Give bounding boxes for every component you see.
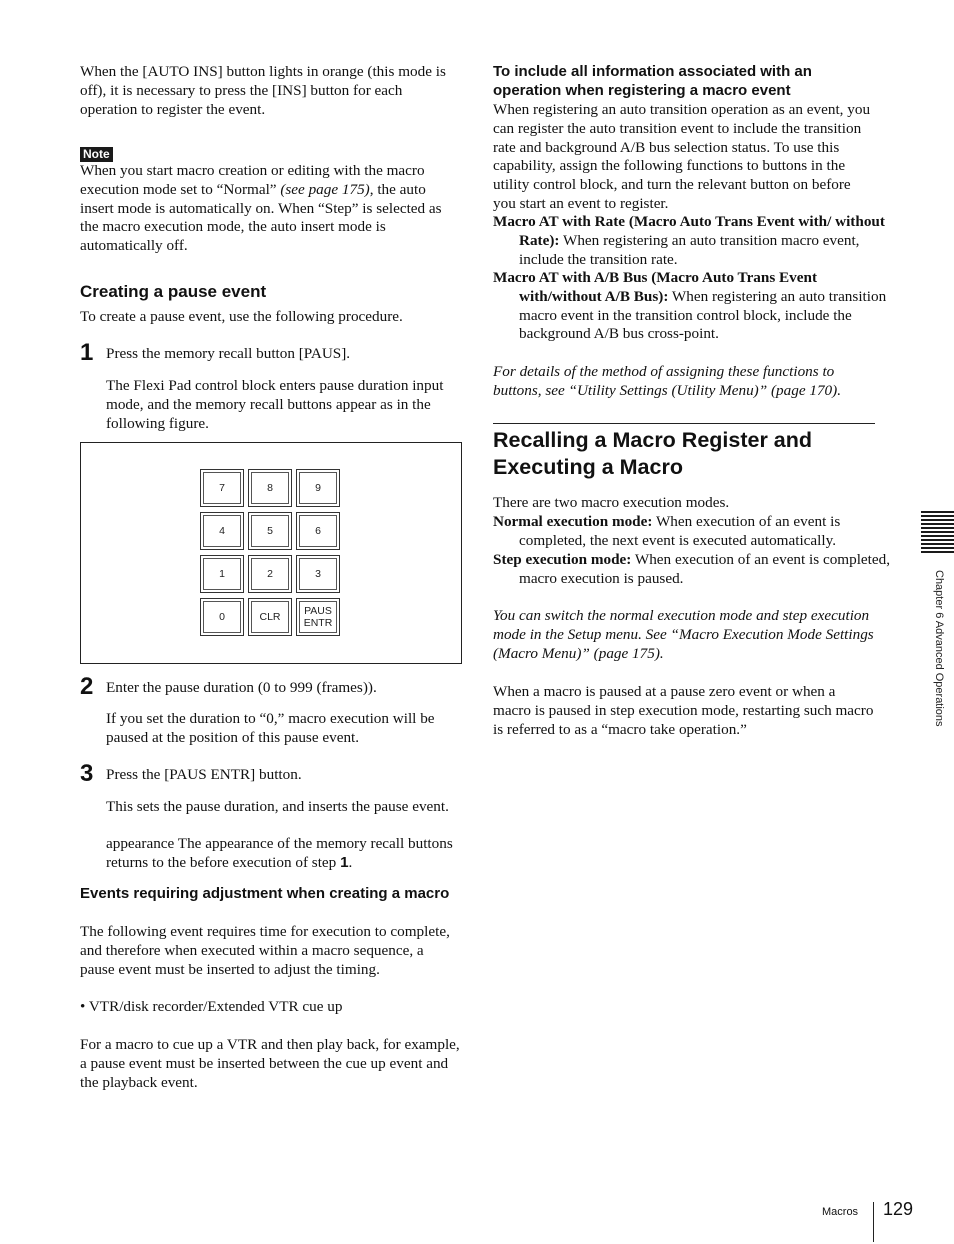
footer-divider (873, 1202, 874, 1242)
step-1-number: 1 (80, 339, 94, 366)
events-bullet: • VTR/disk recorder/Extended VTR cue up (80, 998, 343, 1015)
macro-take-paragraph: When a macro is paused at a pause zero event or when a macro is paused in step execution mode, restarting such macro is referred to as a “macro take operation.” (493, 683, 874, 738)
term-2-desc: When registering an auto transition macro event in the transition control block, include the background A/B bus cross-point. (519, 287, 887, 343)
key-1: 1 (200, 555, 244, 593)
step-1-text: Press the memory recall button [PAUS]. (106, 345, 351, 362)
modes-intro: There are two macro execution modes. (493, 494, 730, 511)
key-clr: CLR (248, 598, 292, 636)
step-3-detail-2: appearance The appearance of the memory recall buttons returns to the before execution of step 1. (106, 835, 453, 871)
term-2-label: Macro AT with A/B Bus (Macro Auto Trans Event with/without A/B Bus): (493, 269, 818, 305)
section-rule (493, 423, 875, 424)
key-5: 5 (248, 512, 292, 550)
step-2-detail: If you set the duration to “0,” macro execution will be paused at the position of this pause event. (106, 710, 435, 746)
note-page-ref: (see page 175) (280, 180, 370, 198)
term-macro-at-rate (493, 213, 902, 269)
heading-creating-pause-event: Creating a pause event (80, 282, 267, 301)
mode-normal: Normal execution mode: When execution of an event is completed, the next event is executed automatically. (493, 513, 841, 549)
keypad-figure (80, 442, 462, 664)
include-paragraph: When registering an auto transition operation as an event, you can register the auto transition event to include the transition rate and background A/B bus selection status. To use this capability, assign the following functions to buttons in the utility control block, and turn the relevant button on before you start an event to register. (493, 101, 871, 212)
heading-recalling-macro: Recalling a Macro Register and Executing a Macro (493, 428, 813, 479)
footer-section: Macros (822, 1206, 859, 1218)
events-example: For a macro to cue up a VTR and then play back, for example, a pause event must be inserted between the cue up event and the playback event. (80, 1036, 460, 1091)
events-paragraph: The following event requires time for execution to complete, and therefore when executed within a macro sequence, a pause event must be inserted to adjust the timing. (80, 923, 450, 978)
heading-include-all-info: To include all information associated with an operation when registering a macro event (493, 63, 812, 99)
mode-step: Step execution mode: When execution of an event is completed, macro execution is paused. (493, 551, 891, 587)
details-note: For details of the method of assigning these functions to buttons, see “Utility Settings (Utility Menu)” (page 170). (493, 363, 841, 399)
step-3-number: 3 (80, 760, 94, 787)
note-text-a: When you start macro creation or editing with the macro execution mode set to “Normal” (80, 162, 425, 198)
heading-events-requiring-adjustment: Events requiring adjustment when creating a macro (80, 885, 450, 902)
term-macro-at-ab-bus (493, 269, 902, 344)
note-paragraph (80, 162, 462, 256)
intro-paragraph: When the [AUTO INS] button lights in orange (this mode is off), it is necessary to press the [INS] button for each operation to register the event. (80, 63, 446, 118)
mode-step-label: Step execution mode: (493, 551, 632, 568)
key-9: 9 (296, 469, 340, 507)
term-1-desc: When registering an auto transition macro event, include the transition rate. (519, 231, 860, 268)
step-reference: 1 (340, 853, 349, 871)
key-8: 8 (248, 469, 292, 507)
pause-intro: To create a pause event, use the following procedure. (80, 308, 403, 325)
step-3-detail: This sets the pause duration, and inserts the pause event. (106, 798, 449, 815)
note-text-b: , the auto insert mode is automatically on. When “Step” is selected as the macro execution mode, the auto insert mode is automatically off. (80, 180, 442, 255)
key-3: 3 (296, 555, 340, 593)
chapter-side-label: Chapter 6 Advanced Operations (933, 570, 945, 727)
step-2-number: 2 (80, 673, 94, 700)
key-paus-entr: PAUS ENTR (296, 598, 340, 636)
key-4: 4 (200, 512, 244, 550)
page-number: 129 (883, 1199, 914, 1219)
switch-note: You can switch the normal execution mode and step execution mode in the Setup menu. See “Macro Execution Mode Settings (Macro Menu)” (page 175). (493, 607, 874, 662)
note-label: Note (80, 147, 113, 162)
key-0: 0 (200, 598, 244, 636)
key-7: 7 (200, 469, 244, 507)
term-1-label: Macro AT with Rate (Macro Auto Trans Event with/ without Rate): (493, 213, 885, 249)
step-3-text: Press the [PAUS ENTR] button. (106, 766, 302, 783)
note-badge (80, 145, 113, 164)
mode-normal-label: Normal execution mode: (493, 513, 653, 530)
step-2-text: Enter the pause duration (0 to 999 (frames)). (106, 679, 377, 696)
key-6: 6 (296, 512, 340, 550)
key-2: 2 (248, 555, 292, 593)
step-1-detail: The Flexi Pad control block enters pause duration input mode, and the memory recall buttons appear as in the following figure. (106, 377, 444, 432)
chapter-tab-marker (921, 511, 954, 555)
